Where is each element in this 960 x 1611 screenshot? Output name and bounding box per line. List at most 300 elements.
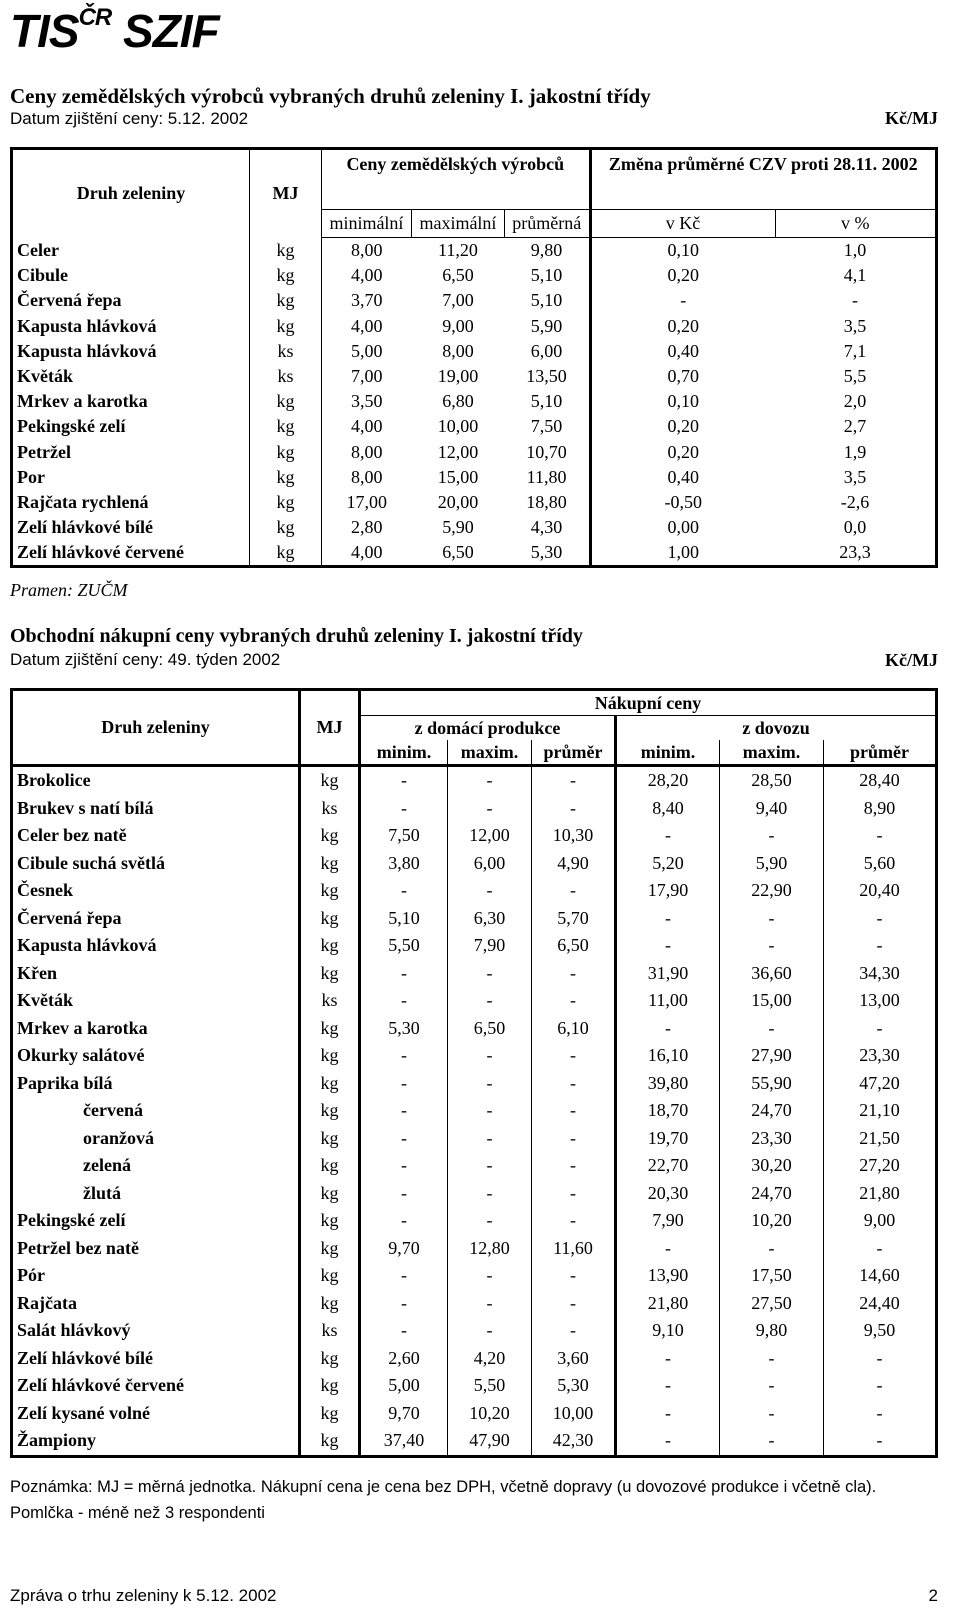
table-cell: 55,90 — [720, 1070, 824, 1098]
table-cell: 1,9 — [843, 441, 867, 462]
section1-unit: Kč/MJ — [885, 108, 938, 128]
table-cell: kg — [300, 766, 360, 795]
table-row — [12, 339, 937, 364]
table-cell: 20,40 — [824, 877, 937, 905]
table-cell: kg — [300, 1400, 360, 1428]
col-header-min-dov: minim. — [616, 740, 720, 766]
table-cell: - — [720, 1400, 824, 1428]
row-label: Kapusta hlávková — [17, 935, 157, 956]
table-cell: 24,70 — [720, 1180, 824, 1208]
table-cell: - — [448, 795, 532, 823]
table-row — [12, 238, 937, 264]
table-cell: kg — [300, 960, 360, 988]
section2-unit: Kč/MJ — [885, 650, 938, 670]
table-cell: 21,50 — [824, 1125, 937, 1153]
table-cell: 18,80 — [526, 491, 567, 512]
logo: $TIS^{ČR}$ SZIF — [10, 4, 219, 57]
table-cell: kg — [300, 877, 360, 905]
table-cell: ks — [300, 1317, 360, 1345]
row-label: Cibule suchá světlá — [17, 852, 166, 873]
row-label: Rajčata rychlená — [17, 491, 149, 512]
table-cell: 6,30 — [448, 905, 532, 933]
table-cell: - — [824, 932, 937, 960]
row-label: Pór — [17, 1265, 45, 1286]
table-row — [12, 1262, 937, 1290]
table-cell: - — [360, 1125, 448, 1153]
row-label: Květák — [17, 366, 73, 387]
table-row — [12, 877, 937, 905]
table-cell: - — [360, 960, 448, 988]
table-row — [12, 1317, 937, 1345]
table-cell: 8,00 — [350, 240, 383, 261]
table-cell: - — [360, 766, 448, 795]
table-cell: kg — [250, 465, 322, 490]
table-cell: - — [590, 288, 775, 313]
table-cell: 11,00 — [616, 987, 720, 1015]
table-cell: 5,90 — [720, 850, 824, 878]
table-cell: 5,00 — [350, 340, 383, 361]
table-cell: - — [824, 1427, 937, 1456]
col-header-max: maximální — [411, 210, 504, 238]
table-cell: 34,30 — [824, 960, 937, 988]
table-cell: 5,30 — [532, 1372, 616, 1400]
table-row — [12, 1207, 937, 1235]
table-row — [12, 850, 937, 878]
table-cell: 10,20 — [720, 1207, 824, 1235]
col-header-max-dov: maxim. — [720, 740, 824, 766]
table-cell: 6,00 — [448, 850, 532, 878]
table-row — [12, 960, 937, 988]
table-cell: - — [360, 877, 448, 905]
row-label: žlutá — [83, 1182, 121, 1203]
table-cell: 28,40 — [824, 766, 937, 795]
table-cell: - — [532, 1152, 616, 1180]
row-label: Zelí hlávkové bílé — [17, 1347, 154, 1368]
table-cell: 5,10 — [530, 265, 563, 286]
row-label: Kapusta hlávková — [17, 340, 157, 361]
table-cell: 21,80 — [616, 1290, 720, 1318]
table-cell: 6,80 — [442, 391, 474, 412]
table-cell: - — [720, 1372, 824, 1400]
table-cell: 9,80 — [530, 240, 563, 261]
table-cell: - — [532, 987, 616, 1015]
table-cell: 6,10 — [532, 1015, 616, 1043]
table-cell: kg — [300, 1372, 360, 1400]
table-cell: - — [532, 1290, 616, 1318]
table-cell: 10,00 — [532, 1400, 616, 1428]
table-cell: kg — [300, 822, 360, 850]
table-cell: 6,50 — [442, 542, 474, 563]
table-cell: - — [360, 1262, 448, 1290]
table-cell: - — [360, 1070, 448, 1098]
table-cell: 3,70 — [350, 290, 383, 311]
table-cell: 9,70 — [360, 1235, 448, 1263]
table-cell: - — [616, 1235, 720, 1263]
table-cell: 0,20 — [590, 440, 775, 465]
table-cell: 27,20 — [824, 1152, 937, 1180]
table-cell: 7,90 — [448, 932, 532, 960]
col-header-vpct: v % — [775, 210, 936, 238]
table-cell: 5,90 — [530, 315, 563, 336]
col-header-dovoz: z dovozu — [616, 716, 937, 741]
producer-prices-table — [10, 147, 938, 568]
table-cell: 9,40 — [720, 795, 824, 823]
table-cell: 36,60 — [720, 960, 824, 988]
table-cell: 9,80 — [720, 1317, 824, 1345]
table-cell: 3,5 — [843, 315, 867, 336]
table-cell: kg — [250, 414, 322, 439]
table-cell: 24,40 — [824, 1290, 937, 1318]
table-cell: 9,50 — [824, 1317, 937, 1345]
table-row — [12, 263, 937, 288]
table-cell: 4,1 — [843, 265, 867, 286]
table-row — [12, 288, 937, 313]
table-cell: - — [616, 932, 720, 960]
table-cell: - — [532, 1262, 616, 1290]
row-label: Zelí hlávkové bílé — [17, 517, 154, 538]
table-cell: - — [720, 1427, 824, 1456]
table-cell: 0,0 — [843, 517, 867, 538]
table-cell: 47,90 — [448, 1427, 532, 1456]
table-cell: - — [824, 1015, 937, 1043]
row-label: Okurky salátové — [17, 1045, 145, 1066]
table-cell: - — [360, 1207, 448, 1235]
table-cell: - — [616, 1345, 720, 1373]
table-cell: kg — [250, 490, 322, 515]
row-label: Rajčata — [17, 1292, 77, 1313]
table-cell: - — [616, 1400, 720, 1428]
table-cell: 7,50 — [530, 416, 563, 437]
table-row — [12, 822, 937, 850]
table-cell: - — [720, 905, 824, 933]
row-label: Cibule — [17, 265, 69, 286]
table-cell: 5,70 — [532, 905, 616, 933]
table-cell: 14,60 — [824, 1262, 937, 1290]
table-cell: 27,50 — [720, 1290, 824, 1318]
table-row — [12, 440, 937, 465]
table-cell: kg — [300, 1152, 360, 1180]
row-label: Česnek — [17, 880, 74, 901]
table-cell: 2,7 — [843, 416, 867, 437]
table-row — [12, 766, 937, 795]
table-cell: -2,6 — [840, 491, 870, 512]
table-cell: 1,0 — [843, 240, 867, 261]
table-cell: - — [532, 1070, 616, 1098]
col-header-nakupni: Nákupní ceny — [360, 690, 937, 716]
row-label: Květák — [17, 990, 73, 1011]
table-cell: - — [360, 1180, 448, 1208]
table-cell: 21,10 — [824, 1097, 937, 1125]
col-header-max-dom: maxim. — [448, 740, 532, 766]
row-label: Salát hlávkový — [17, 1320, 131, 1341]
table-cell: 5,30 — [360, 1015, 448, 1043]
table-cell: - — [616, 822, 720, 850]
table-cell: 10,00 — [437, 416, 479, 437]
col-header-domaci: z domácí produkce — [360, 716, 616, 741]
table-cell: kg — [300, 1235, 360, 1263]
row-label: Petržel bez natě — [17, 1237, 139, 1258]
table-row — [12, 364, 937, 389]
table-cell: 5,50 — [360, 932, 448, 960]
table-cell: - — [448, 1070, 532, 1098]
table-cell: 3,60 — [532, 1345, 616, 1373]
table-cell: 21,80 — [824, 1180, 937, 1208]
table-row — [12, 1427, 937, 1456]
table-cell: kg — [300, 1427, 360, 1456]
table-cell: 0,20 — [590, 263, 775, 288]
source-note: Pramen: ZUČM — [10, 580, 128, 600]
table-row — [12, 1042, 937, 1070]
table-cell: 4,00 — [350, 315, 383, 336]
table-cell: 5,00 — [360, 1372, 448, 1400]
table-row — [12, 1180, 937, 1208]
table-cell: kg — [300, 905, 360, 933]
table-cell: 22,90 — [720, 877, 824, 905]
table-cell: 7,00 — [350, 366, 383, 387]
table-row — [12, 314, 937, 339]
table-cell: 0,70 — [590, 364, 775, 389]
table-cell: kg — [250, 288, 322, 313]
row-label: Celer bez natě — [17, 825, 127, 846]
table-cell: - — [448, 1042, 532, 1070]
table-cell: - — [532, 1125, 616, 1153]
table-cell: 39,80 — [616, 1070, 720, 1098]
table-row — [12, 490, 937, 515]
table-cell: - — [448, 1152, 532, 1180]
table-row — [12, 1152, 937, 1180]
table-cell: 0,10 — [590, 389, 775, 414]
table-cell: 37,40 — [360, 1427, 448, 1456]
table-row — [12, 905, 937, 933]
table-row — [12, 987, 937, 1015]
table-cell: 5,50 — [448, 1372, 532, 1400]
table-cell: kg — [300, 850, 360, 878]
table-cell: 6,50 — [442, 265, 474, 286]
table-cell: 7,1 — [843, 340, 867, 361]
table-row — [12, 1015, 937, 1043]
table-cell: 0,10 — [590, 238, 775, 264]
row-label: Mrkev a karotka — [17, 1017, 148, 1038]
row-label: Brokolice — [12, 766, 300, 795]
table-cell: 8,00 — [350, 441, 383, 462]
table-cell: - — [720, 1015, 824, 1043]
table-cell: - — [532, 960, 616, 988]
table-row — [12, 389, 937, 414]
table-cell: - — [360, 795, 448, 823]
table-cell: kg — [300, 1180, 360, 1208]
table-cell: 2,0 — [843, 391, 867, 412]
table-cell: 42,30 — [532, 1427, 616, 1456]
table-cell: 27,90 — [720, 1042, 824, 1070]
col-header-mj: MJ — [250, 149, 322, 238]
row-label: Zelí hlávkové červené — [17, 1375, 184, 1396]
table-cell: - — [448, 1125, 532, 1153]
table-cell: - — [448, 1262, 532, 1290]
col-header-min-dom: minim. — [360, 740, 448, 766]
table-row — [12, 414, 937, 439]
table-cell: 16,10 — [616, 1042, 720, 1070]
table-cell: - — [532, 877, 616, 905]
table-row — [12, 1290, 937, 1318]
table-cell: - — [532, 795, 616, 823]
table-cell: 3,80 — [360, 850, 448, 878]
table-cell: 0,40 — [590, 339, 775, 364]
table-cell: - — [360, 1097, 448, 1125]
row-label: Pekingské zelí — [17, 1210, 126, 1231]
table-cell: 4,00 — [350, 542, 383, 563]
table-cell: kg — [300, 1207, 360, 1235]
table-cell: - — [360, 1152, 448, 1180]
row-label: Červená řepa — [17, 290, 122, 311]
table-cell: - — [616, 1427, 720, 1456]
table-cell: 4,90 — [532, 850, 616, 878]
section2-date: Datum zjištění ceny: 49. týden 2002 — [10, 650, 281, 669]
table-cell: 9,00 — [824, 1207, 937, 1235]
table-cell: 24,70 — [720, 1097, 824, 1125]
col-header-mj2: MJ — [300, 690, 360, 766]
row-label: Por — [17, 466, 45, 487]
table-cell: 0,20 — [590, 314, 775, 339]
row-label: Mrkev a karotka — [17, 391, 148, 412]
table-row — [12, 1235, 937, 1263]
section1-title: Ceny zemědělských výrobců vybraných druhů zeleniny I. jakostní třídy — [10, 84, 651, 108]
table-cell: - — [448, 987, 532, 1015]
col-header-druh: Druh zeleniny — [12, 149, 250, 238]
page-number: 2 — [928, 1586, 938, 1605]
table-cell: 9,70 — [360, 1400, 448, 1428]
table-cell: - — [448, 1097, 532, 1125]
table-cell: 6,50 — [532, 932, 616, 960]
table-cell: - — [824, 1345, 937, 1373]
footer-text: Zpráva o trhu zeleniny k 5.12. 2002 — [10, 1586, 277, 1605]
table-cell: kg — [250, 515, 322, 540]
table-row — [12, 1345, 937, 1373]
table-cell: - — [720, 1345, 824, 1373]
table-cell: kg — [250, 540, 322, 567]
table-row — [12, 540, 937, 567]
purchase-prices-table — [10, 688, 938, 1458]
table-cell: - — [448, 1207, 532, 1235]
table-cell: 0,00 — [590, 515, 775, 540]
table-cell: kg — [250, 314, 322, 339]
table-cell: - — [448, 766, 532, 795]
table-cell: - — [824, 822, 937, 850]
table-cell: 9,10 — [616, 1317, 720, 1345]
table-cell: 5,10 — [530, 391, 563, 412]
table-row — [12, 1070, 937, 1098]
col-header-min: minimální — [322, 210, 412, 238]
table-row — [12, 1097, 937, 1125]
table-cell: 15,00 — [720, 987, 824, 1015]
table-cell: - — [448, 960, 532, 988]
col-header-avg-dom: průměr — [532, 740, 616, 766]
table-cell: 8,40 — [616, 795, 720, 823]
table-cell: - — [616, 1372, 720, 1400]
table-cell: 4,00 — [350, 265, 383, 286]
table-cell: - — [720, 932, 824, 960]
table-cell: 17,90 — [616, 877, 720, 905]
table-cell: 5,10 — [360, 905, 448, 933]
table-cell: - — [720, 1235, 824, 1263]
table-cell: kg — [250, 238, 322, 264]
table-cell: - — [360, 1290, 448, 1318]
table-cell: 5,20 — [616, 850, 720, 878]
table-cell: - — [448, 1180, 532, 1208]
table-cell: - — [616, 905, 720, 933]
table-cell: 17,00 — [346, 491, 387, 512]
table-row — [12, 795, 937, 823]
col-header-change: Změna průměrné CZV proti 28.11. 2002 — [590, 149, 936, 210]
table-cell: 5,90 — [442, 517, 474, 538]
table-cell: -0,50 — [590, 490, 775, 515]
table-cell: kg — [300, 1097, 360, 1125]
table-row — [12, 1372, 937, 1400]
table-cell: ks — [250, 339, 322, 364]
table-cell: 12,80 — [448, 1235, 532, 1263]
table-cell: - — [532, 1180, 616, 1208]
table-row — [12, 465, 937, 490]
table-cell: 19,00 — [437, 366, 479, 387]
col-header-druh2: Druh zeleniny — [101, 717, 210, 737]
table-cell: - — [360, 1042, 448, 1070]
table-cell: 5,5 — [843, 366, 867, 387]
table-cell: kg — [250, 440, 322, 465]
table-cell: 13,00 — [824, 987, 937, 1015]
table-cell: - — [532, 1042, 616, 1070]
table-cell: 5,30 — [530, 542, 563, 563]
section1-date: Datum zjištění ceny: 5.12. 2002 — [10, 109, 249, 128]
table-cell: kg — [250, 389, 322, 414]
row-label: Brukev s natí bílá — [17, 797, 154, 818]
row-label: Zelí kysané volné — [17, 1402, 151, 1423]
table-cell: 8,00 — [350, 466, 383, 487]
table-cell: kg — [300, 1345, 360, 1373]
row-label: oranžová — [83, 1127, 154, 1148]
table-row — [12, 1400, 937, 1428]
table-cell: kg — [300, 932, 360, 960]
table-cell: 9,00 — [442, 315, 474, 336]
table-cell: 0,40 — [590, 465, 775, 490]
row-label: Kapusta hlávková — [17, 315, 157, 336]
table-cell: 0,20 — [590, 414, 775, 439]
table-cell: ks — [250, 364, 322, 389]
col-header-prices: Ceny zemědělských výrobců — [346, 154, 565, 174]
table-cell: 20,00 — [437, 491, 479, 512]
table-cell: 8,90 — [824, 795, 937, 823]
table-cell: 2,80 — [350, 517, 383, 538]
row-label: Pekingské zelí — [17, 416, 126, 437]
table-cell: 15,00 — [437, 466, 479, 487]
table-cell: 47,20 — [824, 1070, 937, 1098]
table-cell: kg — [300, 1070, 360, 1098]
table-cell: 4,30 — [530, 517, 563, 538]
row-label: Celer — [17, 239, 59, 260]
table-cell: kg — [250, 263, 322, 288]
col-header-avg: průměrná — [505, 210, 591, 238]
table-cell: kg — [300, 1262, 360, 1290]
footnote: Poznámka: MJ = měrná jednotka. Nákupní cena je cena bez DPH, včetně dopravy (u dovozové produkce i včetně cla). Pomlčka - méně než 3 respondenti — [10, 1478, 877, 1522]
table-cell: 30,20 — [720, 1152, 824, 1180]
table-cell: 13,50 — [526, 366, 567, 387]
table-cell: 4,20 — [448, 1345, 532, 1373]
table-cell: - — [532, 1207, 616, 1235]
table-cell: kg — [300, 1042, 360, 1070]
row-label: Zelí hlávkové červené — [17, 542, 184, 563]
table-cell: 7,50 — [360, 822, 448, 850]
table-cell: 12,00 — [437, 441, 479, 462]
col-header-avg-dov: průměr — [824, 740, 937, 766]
table-cell: 3,5 — [843, 466, 867, 487]
